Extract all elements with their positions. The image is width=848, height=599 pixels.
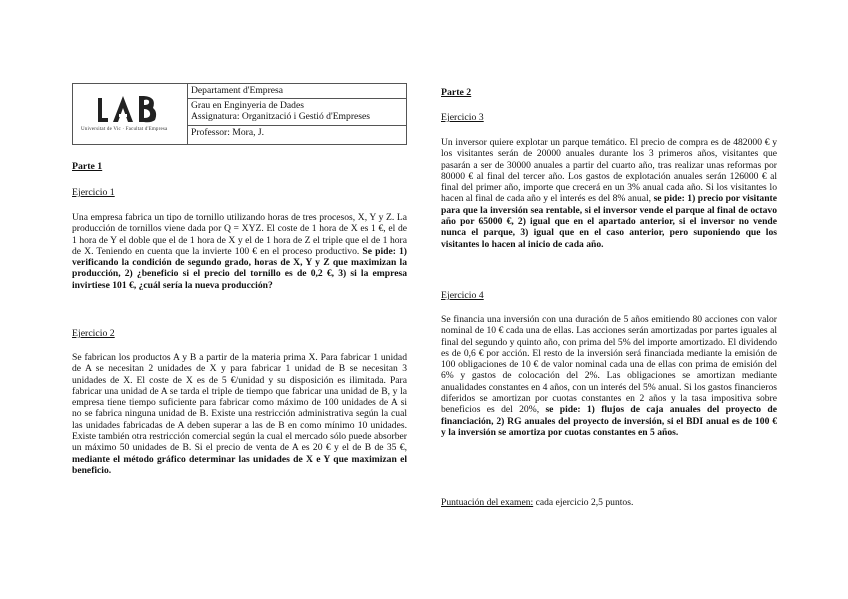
degree-subject [188,99,406,126]
subject-label: Assignatura: Organització i Gestió d'Empreses [191,111,370,122]
ex1-text [72,212,407,291]
ex4-statement: Se financia una inversión con una duración de 5 años emitiendo 80 acciones con valor nominal de 10 € cada una de ellas. Las acciones serán amortizadas por partes iguales al final del segundo y quinto año, con prima del 5% del importe amortizado. El dividendo es de 0,6 € por acción. El resto de la inversión será financiada mediante la emisión de 100 obligaciones de 10 € de valor nominal cada una de ellas con prima de emisión del 6% y gastos de colocación del 2%. Las obligaciones se amortizan mediante anualidades constantes en 4 años, con un interés del 5% anual. Si los gastos financieros diferidos se amortizan por cuotas constantes en 2 años y la tasa impositiva sobre beneficios es del 20%, [441,314,777,416]
ex2-title: Ejercicio 2 [72,328,115,339]
department-label: Departament d'Empresa [188,84,406,99]
header-table [72,83,407,145]
logo-cell [73,84,188,144]
ex3-title: Ejercicio 3 [441,112,484,123]
ex1-title: Ejercicio 1 [72,187,115,198]
score-label: Puntuación del examen: [441,497,534,508]
professor-label: Professor: Mora, J. [191,127,265,138]
ex3-question: se pide: 1) precio por visitante para que la inversión sea rentable, si el inversor vende el parque al final de octavo año por 65000 €, 2) igual que en el apartado anterior, si el inversor no vende nunca el parque, 3) igual que en el caso anterior, pero suponiendo que los visitantes lo hacen al inicio de cada año. [441,193,777,250]
course-info [188,84,406,144]
part1-title: Parte 1 [72,161,103,172]
score-text: cada ejercicio 2,5 puntos. [533,497,634,508]
ex2-statement: Se fabrican los productos A y B a partir de la materia prima X. Para fabricar 1 unidad de A se necesitan 2 unidades de X y para fabricar 1 unidad de B se necesitan 3 unidades de X. El coste de X es de 5 €/unidad y su disposición es ilimitada. Para fabricar una unidad de A se tarda el triple de tiempo que fabricar una unidad de B, y la empresa tiene tiempo suficiente para fabricar como máximo de 100 unidades de A si no se fabrica ninguna unidad de B. Existe una restricción administrativa según la cual las unidades fabricadas de A deben superar a las de B en como mínimo 10 unidades. Existe también otra restricción comercial según la cual el mercado sólo puede absorber un máximo 50 unidades de B. Si el precio de venta de A es 20 € y el de B de 35 €, [72,352,407,454]
ex2-text [72,352,407,476]
ex4-question: se pide: 1) flujos de caja anuales del proyecto de financiación, 2) RG anuales del proyecto de inversión, si el BDI anual es de 100 € y la inversión se amortiza por cuotas constantes en 5 años. [441,404,778,438]
ex3-statement: Un inversor quiere explotar un parque temático. El precio de compra es de 482000 € y los visitantes serán de 20000 anuales durante los 3 primeros años, visitantes que pasarán a ser de 30000 anuales a partir del cuarto año, tras realizar unas reformas por 80000 € al final del tercer año. Los gastos de explotación anuales serán 126000 € al final del primer año, importe que crecerá en un 3% anual cada año. Si los visitantes lo hacen al final de cada año y el interés es del 8% anual, [441,137,777,205]
degree-label: Grau en Enginyeria de Dades [191,100,304,111]
logo-caption: Universitat de Vic · Facultat d'Empresa [81,127,168,132]
ex3-text [441,137,777,250]
ex2-question: mediante el método gráfico determinar las unidades de X e Y que maximizan el beneficio. [72,453,407,476]
part2-title: Parte 2 [441,87,472,98]
university-logo-icon [95,94,161,126]
ex4-title: Ejercicio 4 [441,290,484,301]
score-line [441,497,777,508]
ex4-text [441,314,777,438]
ex1-statement: Una empresa fabrica un tipo de tornillo utilizando horas de tres procesos, X, Y y Z. La producción de tornillos viene dada por Q = XYZ. El coste de 1 hora de X es 1 €, el de 1 hora de Y el doble que el de 1 hora de X y el de 1 hora de Z el triple que el de 1 hora de X. Teniendo en cuenta que la invierte 100 € en el proceso productivo. [72,212,407,257]
ex1-question: Se pide: 1) verificando la condición de segundo grado, horas de X, Y y Z que maximizan la producción, 2) ¿beneficio si el precio del tornillo es de 0,2 €, 3) si la empresa invirtiese 101 €, ¿cuál sería la nueva producción? [72,245,407,291]
